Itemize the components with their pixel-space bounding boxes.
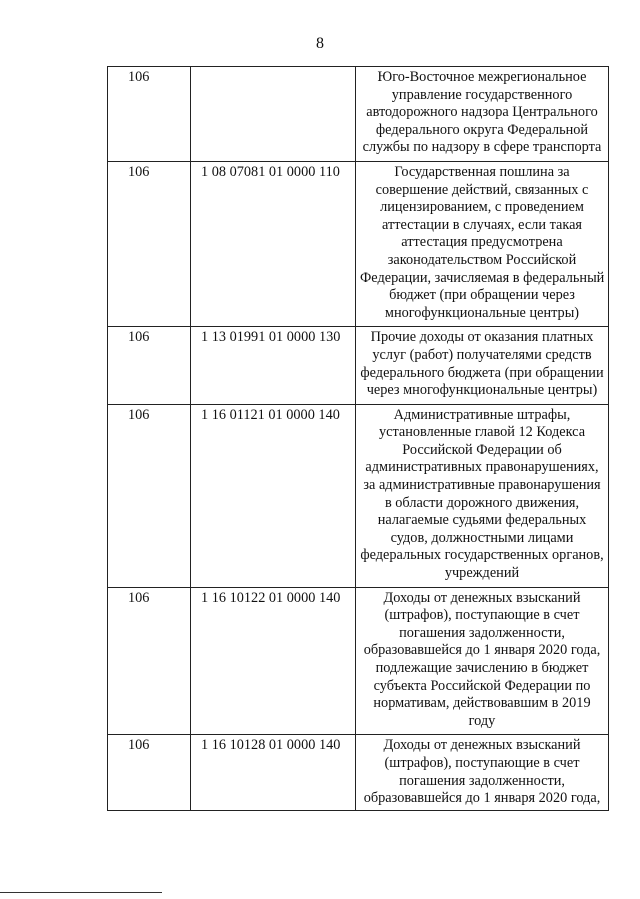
description-line: многофункциональные центры): [384, 304, 580, 321]
description-line: (штрафов), поступающие в счет: [384, 754, 580, 771]
budget-classification-code-cell: 1 16 10122 01 0000 140: [191, 587, 356, 735]
description-cell: [356, 161, 609, 326]
description-line: через многофункциональные центры): [366, 382, 598, 399]
description-cell: [356, 327, 609, 404]
admin-code-cell: 106: [108, 161, 191, 326]
description-line: за административные правонарушения: [363, 477, 601, 494]
table-body: [108, 67, 609, 811]
description-line: нормативам, действовавшим в 2019: [373, 695, 591, 712]
table-row: [108, 67, 609, 162]
table-row: [108, 587, 609, 735]
page-number: 8: [316, 35, 324, 52]
description-line: Федерации, зачисляемая в федеральный: [360, 269, 605, 286]
admin-code-cell: 106: [108, 327, 191, 404]
description-line: услуг (работ) получателями средств: [372, 346, 592, 363]
description-line: законодательством Российской: [387, 251, 577, 268]
table-row: [108, 161, 609, 326]
description-line: аттестации в случаях, если такая: [381, 216, 582, 233]
budget-classification-code-cell: 1 13 01991 01 0000 130: [191, 327, 356, 404]
description-line: административных правонарушениях,: [365, 459, 599, 476]
description-cell: [356, 404, 609, 587]
description-line: автодорожного надзора Центрального: [366, 104, 598, 121]
description-line: службы по надзору в сфере транспорта: [362, 139, 602, 156]
description-line: (штрафов), поступающие в счет: [384, 607, 580, 624]
description-line: бюджет (при обращении через: [389, 287, 575, 304]
footer-divider: [0, 892, 162, 893]
description-line: налагаемые судьями федеральных: [377, 512, 587, 529]
revenue-codes-table: [107, 66, 609, 811]
description-line: субъекта Российской Федерации по: [373, 677, 591, 694]
description-line: подлежащие зачислению в бюджет: [375, 660, 589, 676]
admin-code-cell: 106: [108, 67, 191, 162]
description-cell: [356, 587, 609, 735]
description-line: федерального округа Федеральной: [375, 121, 589, 138]
description-line: в области дорожного движения,: [384, 494, 580, 511]
description-line: погашения задолженности,: [399, 624, 565, 641]
description-line: судов, должностными лицами: [390, 529, 574, 546]
budget-classification-code-cell: [191, 67, 356, 162]
description-line: году: [468, 712, 496, 729]
description-line: Государственная пошлина за: [394, 163, 570, 180]
description-line: совершение действий, связанных с: [375, 181, 589, 198]
description-line: управление государственного: [391, 86, 573, 103]
table-row: [108, 735, 609, 810]
admin-code-cell: 106: [108, 404, 191, 587]
description-line: установленные главой 12 Кодекса: [378, 424, 586, 441]
description-line: Прочие доходы от оказания платных: [370, 329, 594, 346]
admin-code-cell: 106: [108, 587, 191, 735]
description-line: Российской Федерации об: [402, 441, 562, 458]
description-line: образовавшейся до 1 января 2020 года,: [363, 642, 601, 659]
description-line: аттестация предусмотрена: [401, 234, 563, 251]
table-row: [108, 404, 609, 587]
description-line: федерального бюджета (при обращении: [360, 364, 604, 381]
description-cell: [356, 735, 609, 810]
budget-classification-code-cell: 1 08 07081 01 0000 110: [191, 161, 356, 326]
description-cell: [356, 67, 609, 162]
description-line: федеральных государственных органов,: [360, 547, 604, 564]
description-line: Юго-Восточное межрегиональное: [377, 69, 587, 85]
description-line: учреждений: [444, 565, 520, 582]
description-line: лицензированием, с проведением: [380, 199, 584, 216]
description-line: Административные штрафы,: [393, 406, 571, 423]
description-line: образовавшейся до 1 января 2020 года,: [363, 790, 601, 807]
table-row: [108, 327, 609, 404]
admin-code-cell: 106: [108, 735, 191, 810]
description-line: Доходы от денежных взысканий: [383, 589, 581, 606]
description-line: погашения задолженности,: [399, 772, 565, 789]
description-line: Доходы от денежных взысканий: [383, 737, 581, 754]
budget-classification-code-cell: 1 16 01121 01 0000 140: [191, 404, 356, 587]
budget-classification-code-cell: 1 16 10128 01 0000 140: [191, 735, 356, 810]
